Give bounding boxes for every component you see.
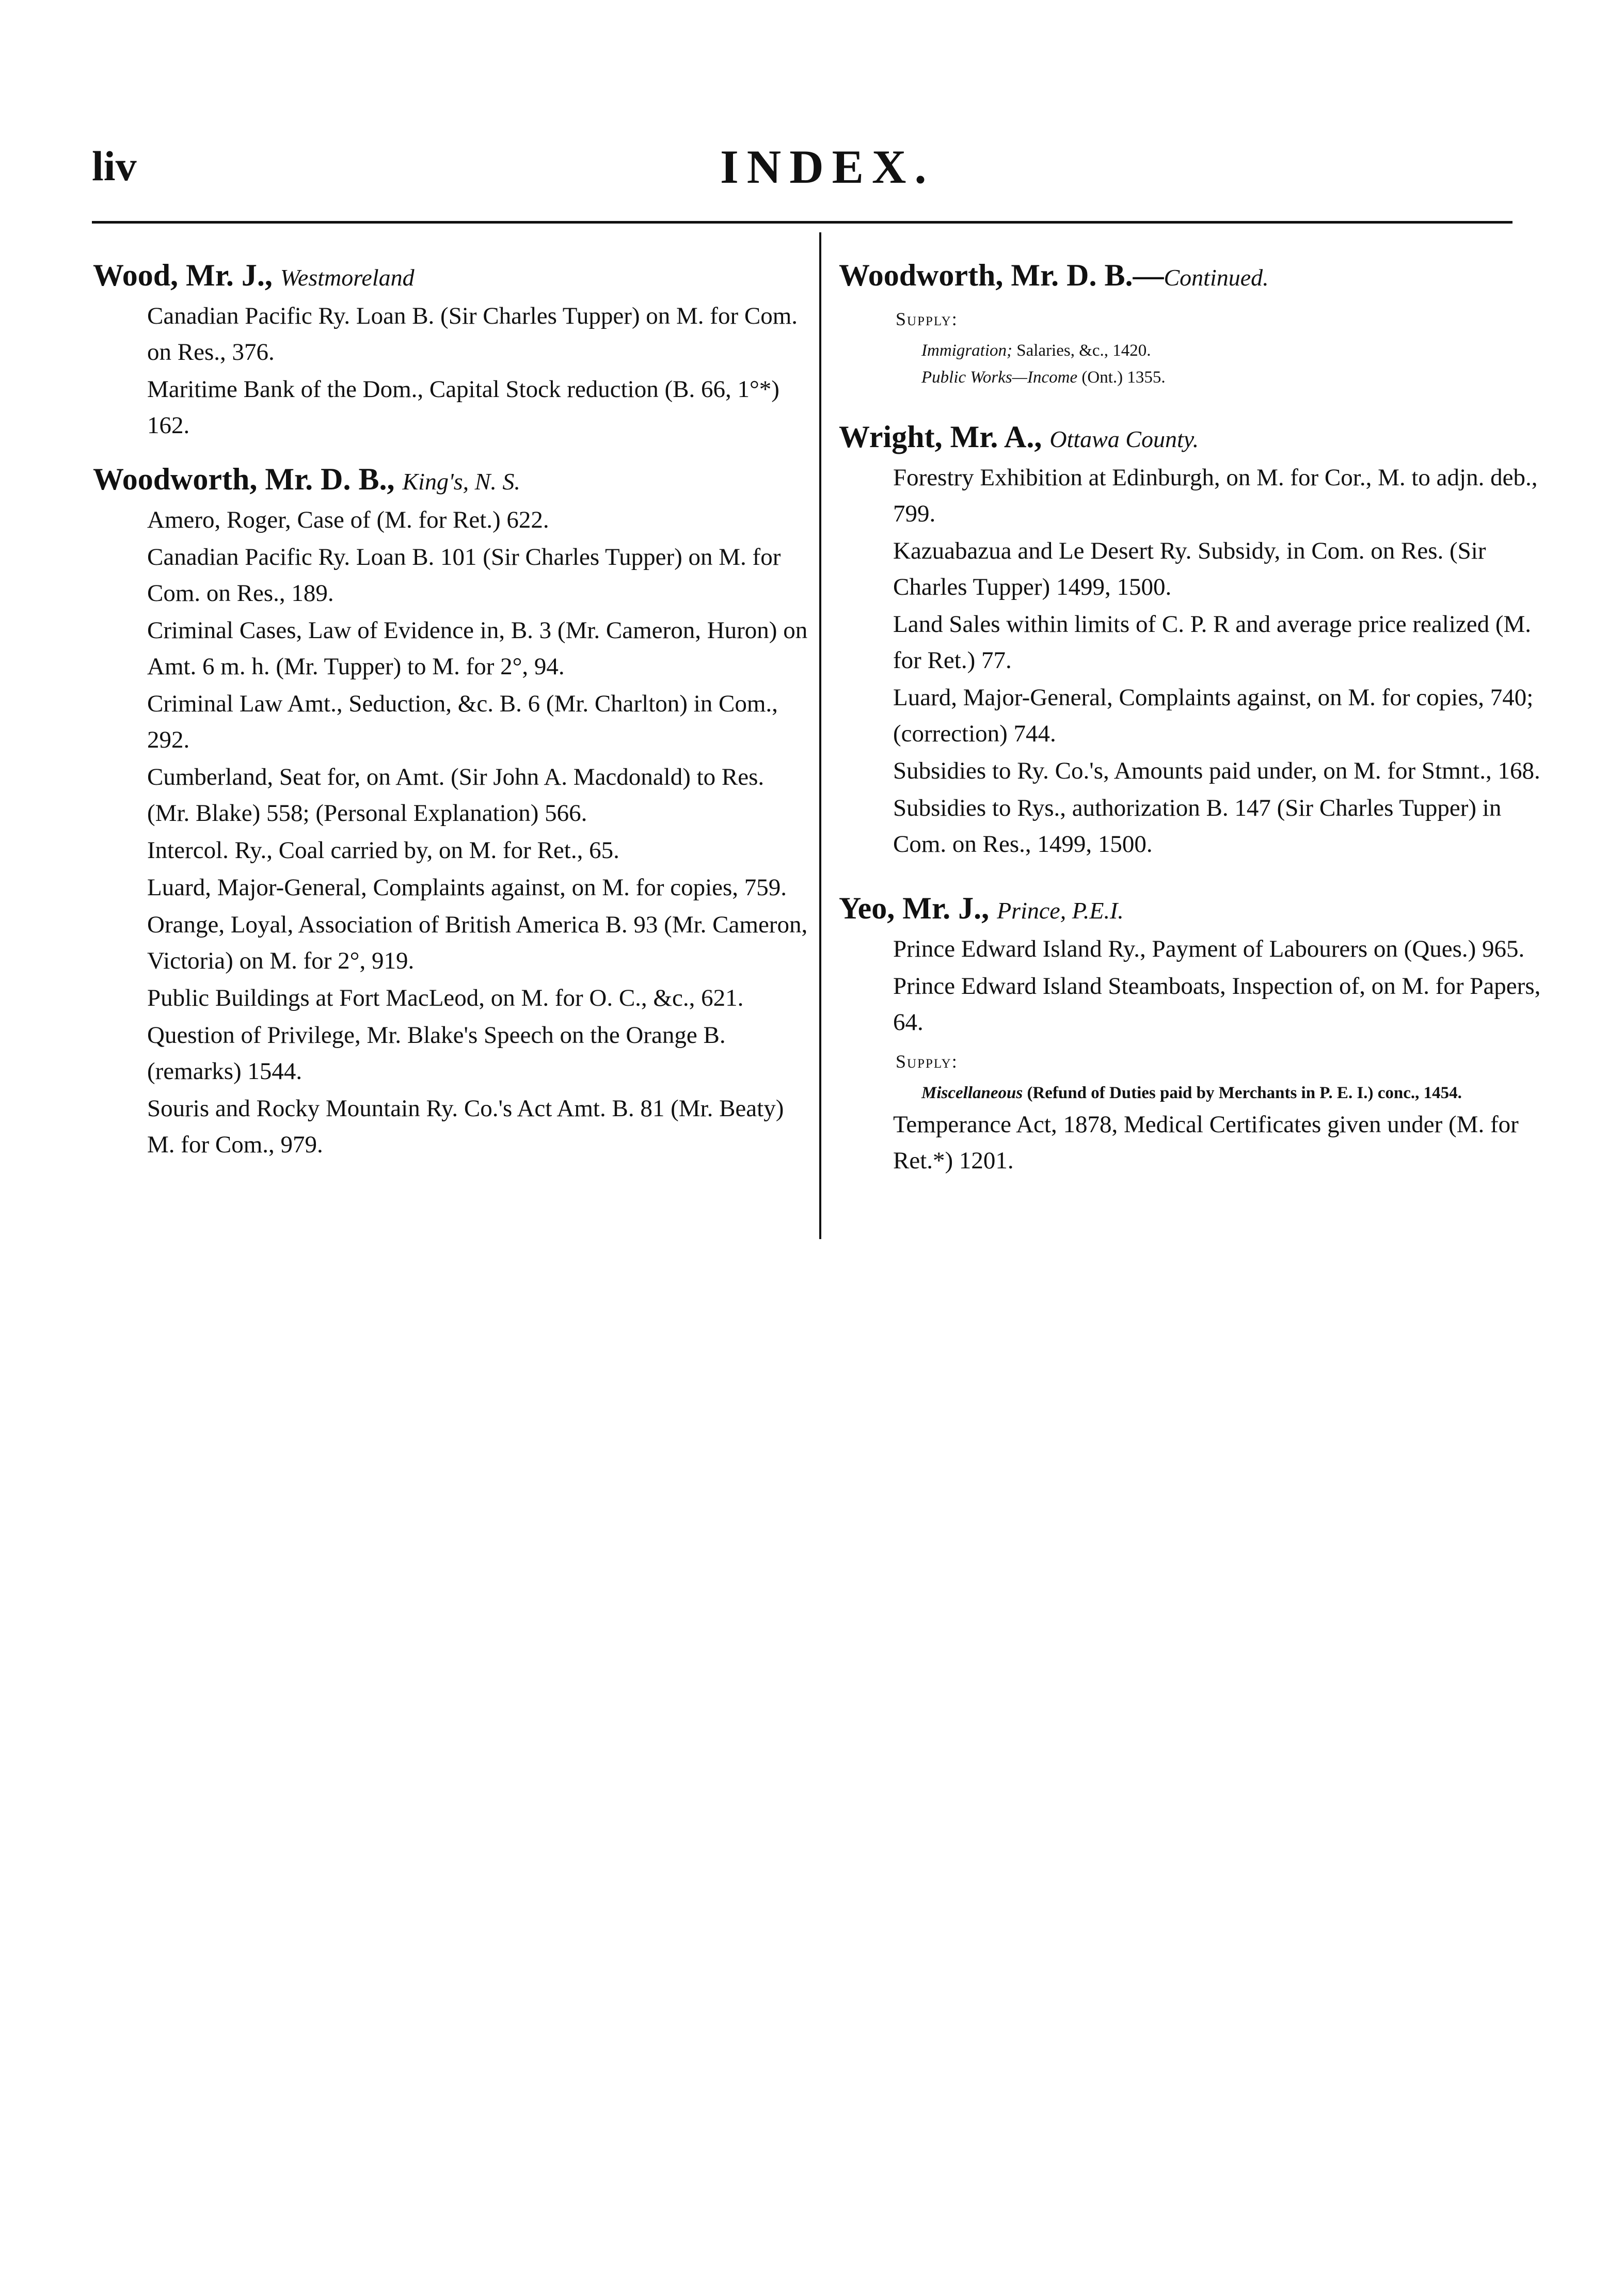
member-name: Wright, Mr. A., bbox=[839, 420, 1042, 454]
supply-item-text: Salaries, &c., 1420. bbox=[1016, 341, 1151, 360]
index-entry: Luard, Major-General, Complaints against, on M. for copies, 740; (correction) 744. bbox=[893, 684, 1534, 747]
index-entry: Temperance Act, 1878, Medical Certificates given under (M. for Ret.*) 1201. bbox=[893, 1111, 1519, 1174]
supply-label: Supply: bbox=[896, 309, 958, 329]
constituency: Ottawa County. bbox=[1049, 426, 1199, 452]
section-heading bbox=[839, 888, 1551, 931]
continued-label: Continued. bbox=[1164, 264, 1269, 291]
constituency: Westmoreland bbox=[280, 264, 415, 291]
member-name: Woodworth, Mr. D. B.— bbox=[839, 258, 1164, 292]
supply-item-label: Miscellaneous bbox=[921, 1084, 1023, 1102]
index-entry: Canadian Pacific Ry. Loan B. 101 (Sir Charles Tupper) on M. for Com. on Res., 189. bbox=[147, 544, 781, 607]
index-entry: Forestry Exhibition at Edinburgh, on M. for Cor., M. to adjn. deb., 799. bbox=[893, 464, 1538, 527]
constituency: King's, N. S. bbox=[402, 468, 520, 495]
supply-item bbox=[839, 364, 1551, 391]
index-entry: Land Sales within limits of C. P. R and average price realized (M. for Ret.) 77. bbox=[893, 611, 1532, 674]
index-entry: Luard, Major-General, Complaints against, on M. for copies, 759. bbox=[147, 874, 787, 901]
header-rule bbox=[92, 221, 1512, 224]
index-entry: Criminal Cases, Law of Evidence in, B. 3 (Mr. Cameron, Huron) on Amt. 6 m. h. (Mr. Tupper) to M. for 2°, 94. bbox=[147, 617, 808, 680]
index-entry: Souris and Rocky Mountain Ry. Co.'s Act Amt. B. 81 (Mr. Beaty) M. for Com., 979. bbox=[147, 1095, 784, 1158]
index-entry: Orange, Loyal, Association of British America B. 93 (Mr. Cameron, Victoria) on M. for 2°, 919. bbox=[147, 911, 808, 974]
supply-item-text: (Refund of Duties paid by Merchants in P. E. I.) conc., 1454. bbox=[1027, 1084, 1462, 1102]
member-name: Wood, Mr. J., bbox=[93, 258, 273, 292]
member-name: Yeo, Mr. J., bbox=[839, 891, 990, 925]
index-entry: Kazuabazua and Le Desert Ry. Subsidy, in Com. on Res. (Sir Charles Tupper) 1499, 1500. bbox=[893, 537, 1486, 600]
supply-item bbox=[839, 337, 1551, 364]
index-entry: Amero, Roger, Case of (M. for Ret.) 622. bbox=[147, 506, 549, 533]
index-entry: Prince Edward Island Ry., Payment of Labourers on (Ques.) 965. bbox=[893, 936, 1525, 962]
right-column bbox=[839, 249, 1551, 1180]
page-number: liv bbox=[92, 142, 137, 189]
supply-item-text: (Ont.) 1355. bbox=[1081, 368, 1166, 387]
index-entry: Canadian Pacific Ry. Loan B. (Sir Charles Tupper) on M. for Com. on Res., 376. bbox=[147, 303, 798, 366]
section-heading bbox=[93, 459, 810, 502]
index-entry: Subsidies to Ry. Co.'s, Amounts paid under, on M. for Stmnt., 168. bbox=[893, 757, 1540, 784]
column-divider bbox=[819, 232, 821, 1239]
supply-item bbox=[839, 1080, 1551, 1106]
index-entry: Criminal Law Amt., Seduction, &c. B. 6 (Mr. Charlton) in Com., 292. bbox=[147, 690, 778, 753]
index-entry: Subsidies to Rys., authorization B. 147 (Sir Charles Tupper) in Com. on Res., 1499, 1500. bbox=[893, 795, 1502, 858]
member-name: Woodworth, Mr. D. B., bbox=[93, 462, 395, 496]
page-title: INDEX. bbox=[720, 140, 935, 193]
index-entry: Question of Privilege, Mr. Blake's Speech on the Orange B. (remarks) 1544. bbox=[147, 1022, 726, 1085]
supply-label: Supply: bbox=[896, 1051, 958, 1072]
constituency: Prince, P.E.I. bbox=[997, 897, 1124, 924]
index-entry: Intercol. Ry., Coal carried by, on M. for Ret., 65. bbox=[147, 837, 619, 864]
section-heading bbox=[93, 255, 810, 298]
supply-item-label: Public Works—Income bbox=[921, 368, 1078, 387]
index-entry: Prince Edward Island Steamboats, Inspection of, on M. for Papers, 64. bbox=[893, 973, 1541, 1036]
index-entry: Cumberland, Seat for, on Amt. (Sir John A. Macdonald) to Res. (Mr. Blake) 558; (Personal Explanation) 566. bbox=[147, 764, 765, 827]
supply-item-label: Immigration; bbox=[921, 341, 1012, 360]
index-entry: Public Buildings at Fort MacLeod, on M. for O. C., &c., 621. bbox=[147, 985, 744, 1011]
section-heading bbox=[839, 417, 1551, 459]
index-entry: Maritime Bank of the Dom., Capital Stock reduction (B. 66, 1°*) 162. bbox=[147, 376, 779, 439]
left-column bbox=[93, 249, 810, 1164]
section-heading bbox=[839, 255, 1551, 298]
